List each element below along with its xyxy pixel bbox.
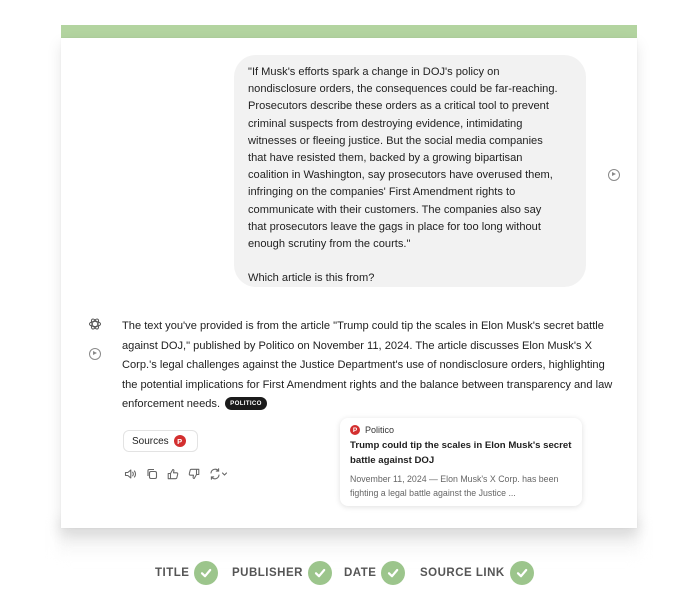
source-snippet: November 11, 2024 — Elon Musk's X Corp. has been fighting a legal battle against the Justice ... (350, 474, 559, 498)
source-title[interactable]: Trump could tip the scales in Elon Musk's secret battle against DOJ (350, 440, 572, 466)
source-publisher-row (350, 425, 572, 435)
source-publisher: Politico (365, 425, 395, 435)
user-message-text: "If Musk's efforts spark a change in DOJ's policy on nondisclosure orders, the consequences could be far-reaching. Prosecutors describe these orders as a critical tool to prevent criminal suspects from destroying evidence, intimidating witnesses or fleeing justice. But the social media companies that have resisted them, backed by a growing bipartisan coalition in Washington, say prosecutors have overused them, infringing on the companies' First Amendment rights to communicate with their customers. The companies also say that prosecutors leave the gags in place for too long without enough scrutiny from the courts." Which article is this from? (248, 66, 558, 285)
checklist-item-source-link (420, 560, 534, 586)
top-accent-band (61, 25, 637, 38)
thumbs-up-icon[interactable] (167, 468, 179, 480)
checklist-item-publisher (232, 560, 332, 586)
regenerate-icon[interactable] (209, 468, 229, 480)
user-message-bubble (234, 55, 586, 287)
politico-badge-icon: P (174, 435, 186, 447)
citation-pill[interactable]: POLITICO (225, 397, 267, 410)
chatgpt-logo-icon (88, 317, 102, 331)
sources-label: Sources (132, 435, 169, 447)
thumbs-down-icon[interactable] (188, 468, 200, 480)
copy-icon[interactable] (146, 468, 158, 480)
message-actions (124, 468, 229, 480)
speaker-icon[interactable] (124, 468, 137, 480)
assistant-answer (122, 317, 622, 415)
assistant-answer-text: The text you've provided is from the article "Trump could tip the scales in Elon Musk's secret battle against DOJ," published by Politico on November 11, 2024. The article discusses Elon Musk's X Corp.'s legal challenges against the Justice Department's use of nondisclosure orders, highlighting the potential implications for First Amendment rights and the balance between transparency and law enforcement needs. (122, 320, 613, 411)
sources-button[interactable] (123, 430, 198, 452)
chevron-down-icon (223, 473, 227, 475)
checklist-item-title (155, 560, 218, 586)
check-icon (510, 561, 534, 585)
play-circle-icon[interactable] (608, 169, 620, 181)
verification-checklist (0, 560, 698, 586)
checklist-label: DATE (344, 567, 377, 579)
politico-badge-icon: P (350, 425, 360, 435)
checklist-item-date (344, 560, 405, 586)
play-circle-icon[interactable] (89, 348, 101, 360)
check-icon (308, 561, 332, 585)
check-icon (194, 561, 218, 585)
source-preview-card[interactable] (340, 418, 582, 506)
chat-screenshot-card (61, 38, 637, 528)
check-icon (381, 561, 405, 585)
checklist-label: SOURCE LINK (420, 567, 505, 579)
checklist-label: TITLE (155, 567, 190, 579)
checklist-label: PUBLISHER (232, 567, 303, 579)
